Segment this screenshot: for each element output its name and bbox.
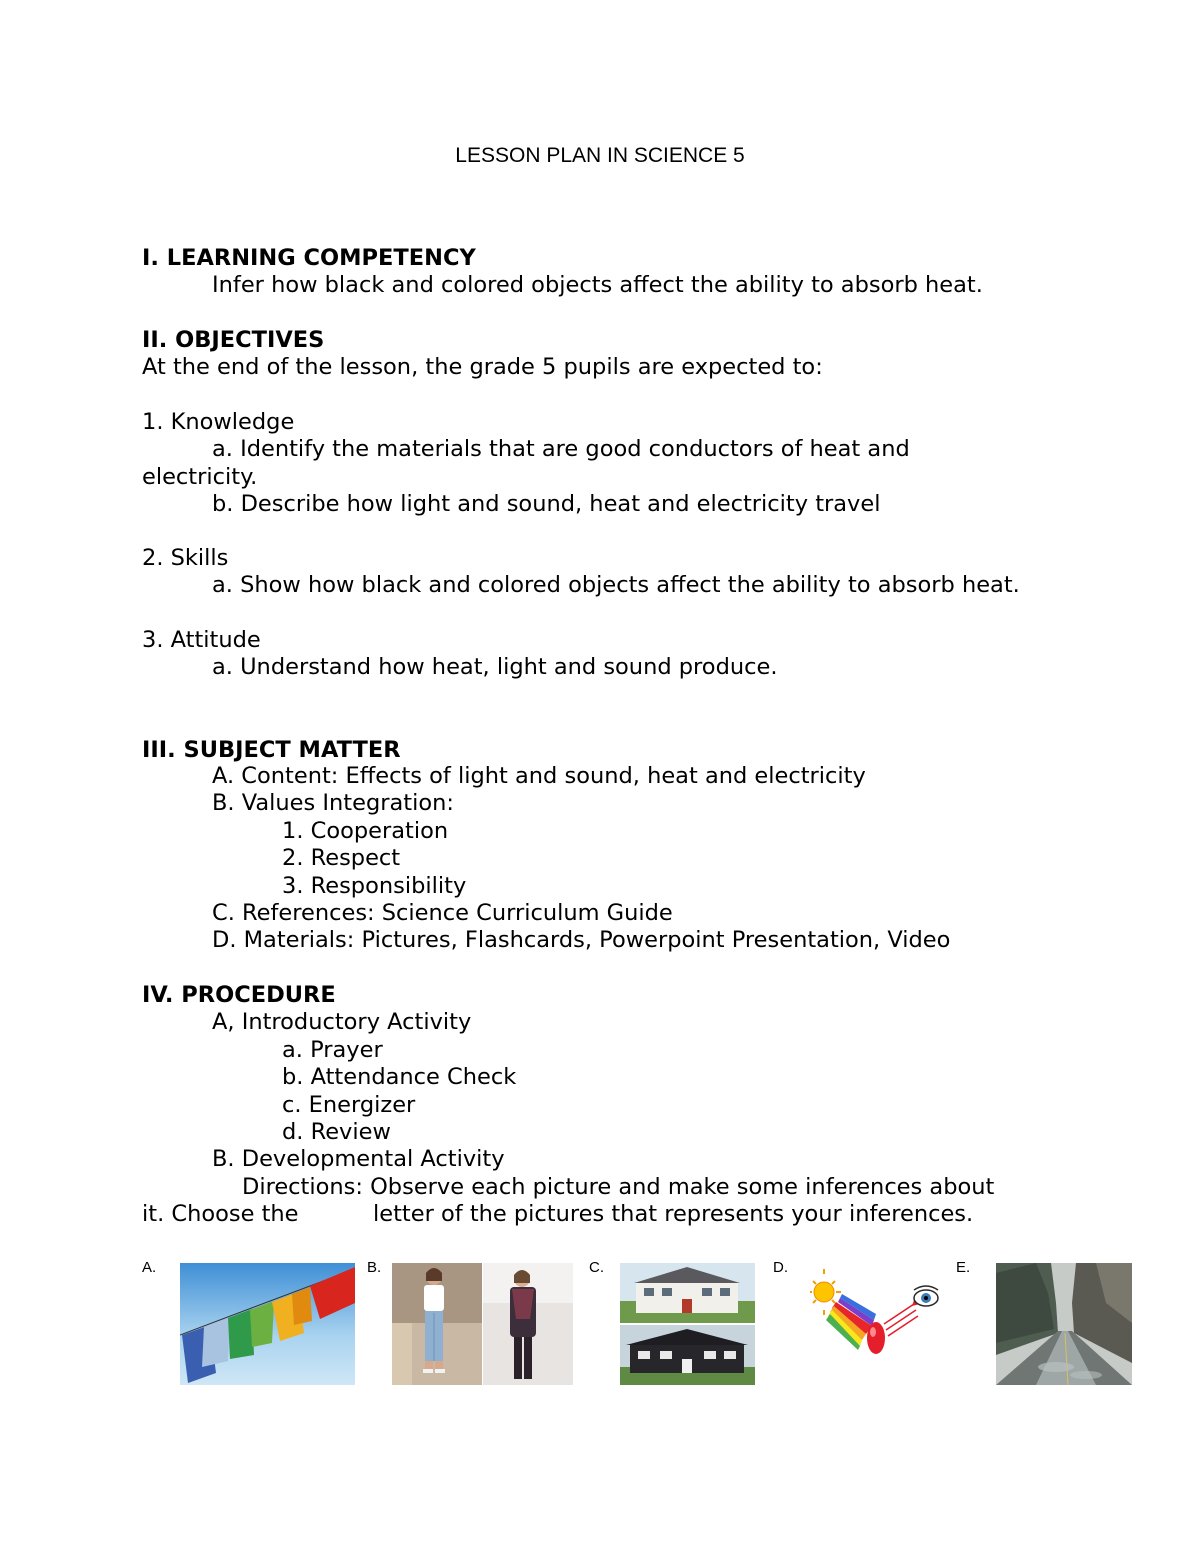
section-heading-subject-matter: III. SUBJECT MATTER [142,737,401,763]
section-heading-competency: I. LEARNING COMPETENCY [142,245,476,271]
competency-text: Infer how black and colored objects affect the ability to absorb heat. [212,272,983,298]
picture-label-e: E. [956,1259,971,1276]
dev-activity-label: B. Developmental Activity [212,1146,505,1172]
picture-e-wet-road [996,1263,1132,1385]
intro-activity-label: A, Introductory Activity [212,1009,472,1035]
attitude-label: 3. Attitude [142,627,261,653]
picture-label-b: B. [367,1259,382,1276]
intro-activity-item: b. Attendance Check [282,1064,517,1090]
objectives-intro: At the end of the lesson, the grade 5 pupils are expected to: [142,354,823,380]
value-item: 1. Cooperation [282,818,449,844]
value-item: 2. Respect [282,845,401,871]
section-heading-objectives: II. OBJECTIVES [142,327,325,353]
skills-a: a. Show how black and colored objects affect the ability to absorb heat. [212,572,1020,598]
subject-content: A. Content: Effects of light and sound, heat and electricity [212,763,866,789]
directions-line2b: letter of the pictures that represents your inferences. [373,1201,974,1227]
subject-references: C. References: Science Curriculum Guide [212,900,673,926]
picture-d-light-diagram [810,1268,940,1360]
section-heading-procedure: IV. PROCEDURE [142,982,336,1008]
knowledge-b: b. Describe how light and sound, heat and electricity travel [212,491,881,517]
attitude-a: a. Understand how heat, light and sound produce. [212,654,778,680]
skills-label: 2. Skills [142,545,229,571]
knowledge-label: 1. Knowledge [142,409,295,435]
value-item: 3. Responsibility [282,873,467,899]
directions-line2a: it. Choose the [142,1201,299,1227]
intro-activity-item: d. Review [282,1119,391,1145]
page-title: LESSON PLAN IN SCIENCE 5 [455,144,745,167]
picture-label-a: A. [142,1259,157,1276]
knowledge-a-line2: electricity. [142,464,258,490]
intro-activity-item: a. Prayer [282,1037,383,1063]
picture-c-houses [620,1263,755,1385]
subject-materials: D. Materials: Pictures, Flashcards, Powerpoint Presentation, Video [212,927,951,953]
values-label: B. Values Integration: [212,790,454,816]
directions-line1: Directions: Observe each picture and make some inferences about [242,1174,995,1200]
picture-a-laundry [180,1263,355,1385]
picture-b-outfits [392,1263,573,1385]
knowledge-a-line1: a. Identify the materials that are good conductors of heat and [212,436,910,462]
picture-label-d: D. [773,1259,788,1276]
picture-label-c: C. [589,1259,604,1276]
intro-activity-item: c. Energizer [282,1092,416,1118]
